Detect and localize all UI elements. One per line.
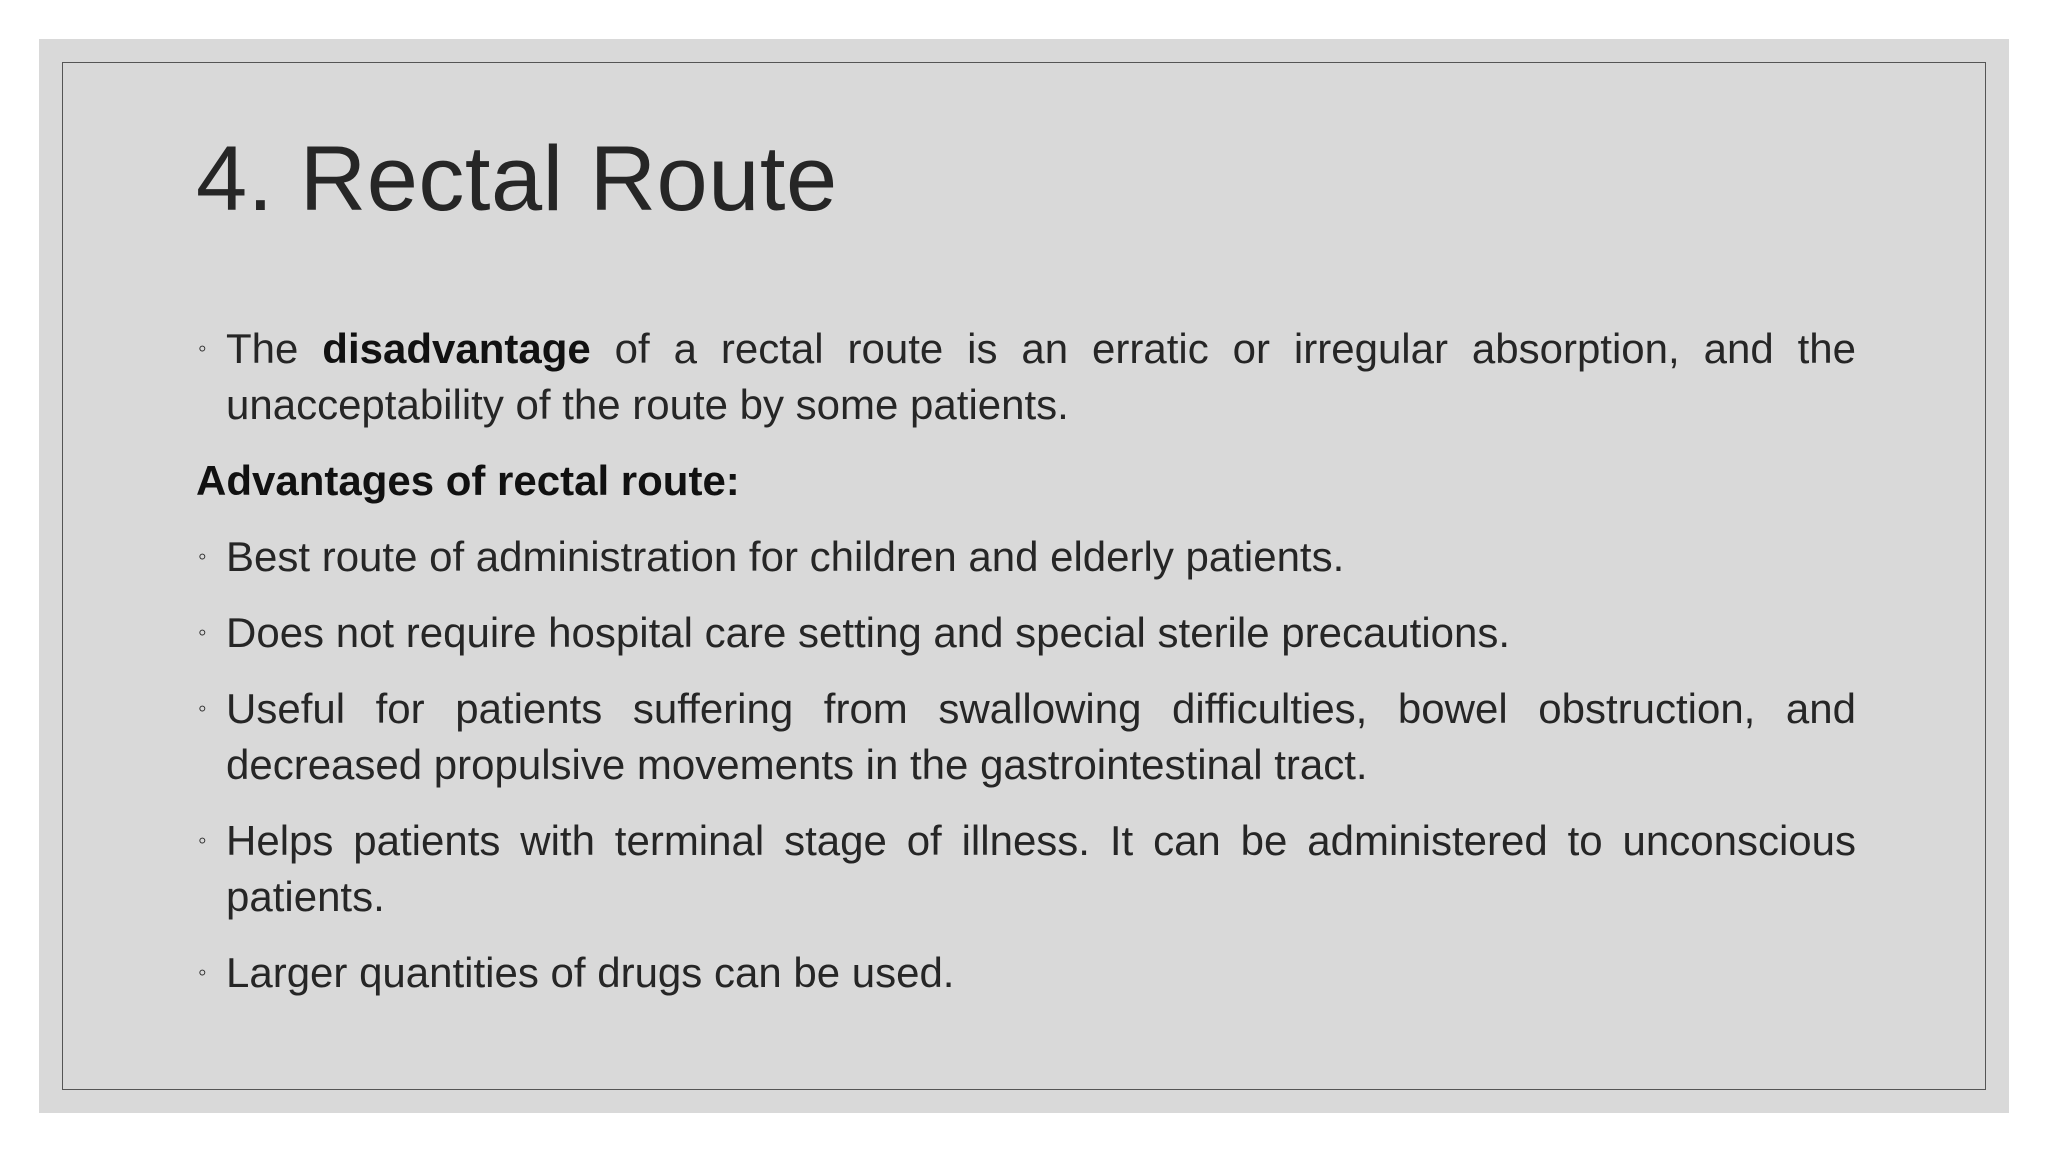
bullet-icon: ◦ <box>198 543 207 570</box>
advantage-text: Best route of administration for children and elderly patients. <box>226 533 1345 580</box>
bullet-icon: ◦ <box>198 959 207 986</box>
slide <box>39 39 2009 1113</box>
intro-prefix: The <box>226 325 323 372</box>
advantage-text: Does not require hospital care setting and special sterile precautions. <box>226 609 1511 656</box>
slide-body <box>196 321 1856 1021</box>
advantage-text: Larger quantities of drugs can be used. <box>226 949 955 996</box>
advantage-text: Useful for patients suffering from swallowing difficulties, bowel obstruction, and decreased propulsive movements in the gastrointestinal tract. <box>226 685 1856 788</box>
intro-bold-term: disadvantage <box>322 325 591 372</box>
advantage-text: Helps patients with terminal stage of illness. It can be administered to unconscious patients. <box>226 817 1856 920</box>
bullet-icon: ◦ <box>198 695 207 722</box>
advantage-item <box>196 681 1856 793</box>
advantages-heading: Advantages of rectal route: <box>196 457 740 504</box>
bullet-icon: ◦ <box>198 827 207 854</box>
advantage-item <box>196 813 1856 925</box>
advantage-item <box>196 529 1856 585</box>
bullet-icon: ◦ <box>198 335 207 362</box>
slide-title: 4. Rectal Route <box>196 128 838 230</box>
advantage-item <box>196 605 1856 661</box>
intro-suffix: of a rectal route is an erratic or irregular absorption, and the unacceptability of the route by some patients. <box>226 325 1856 428</box>
intro-bullet <box>196 321 1856 433</box>
advantage-item <box>196 945 1856 1001</box>
bullet-icon: ◦ <box>198 619 207 646</box>
